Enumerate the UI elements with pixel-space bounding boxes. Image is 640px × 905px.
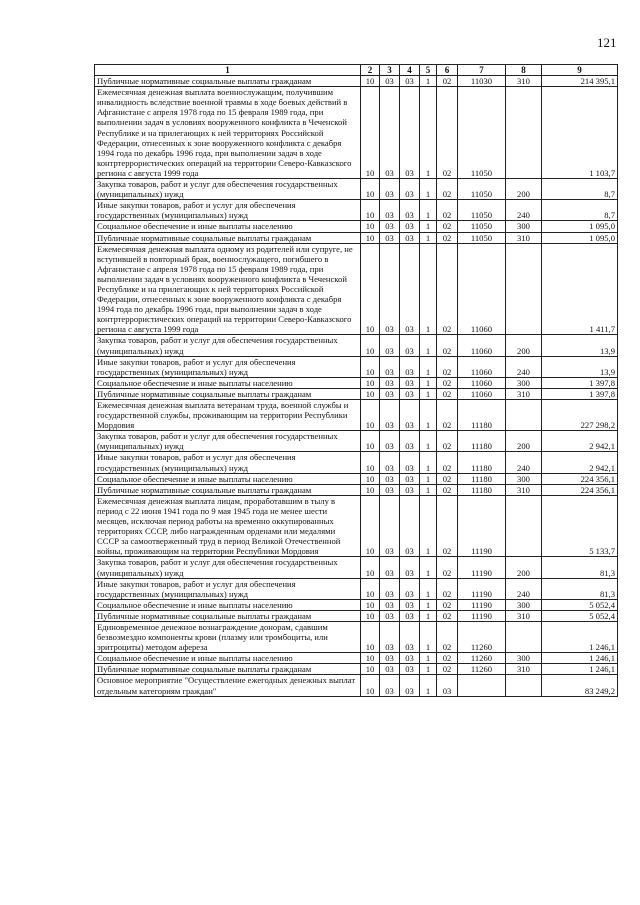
row-code-3: 03: [380, 621, 400, 652]
row-code-5: 1: [420, 76, 437, 87]
row-code-3: 03: [380, 610, 400, 621]
row-target-code: 11180: [458, 473, 506, 484]
row-code-5: 1: [420, 400, 437, 431]
table-row: [95, 653, 618, 664]
column-header-7: 7: [458, 65, 506, 76]
row-code-3: 03: [380, 179, 400, 200]
row-code-6: 02: [437, 653, 458, 664]
row-expense-type: [506, 675, 542, 696]
row-code-3: 03: [380, 377, 400, 388]
row-code-3: 03: [380, 243, 400, 335]
row-code-6: 02: [437, 356, 458, 377]
row-target-code: 11190: [458, 599, 506, 610]
row-description: Публичные нормативные социальные выплаты гражданам: [95, 232, 361, 243]
row-code-5: 1: [420, 221, 437, 232]
row-amount: 5 052,4: [542, 599, 618, 610]
row-description: Социальное обеспечение и иные выплаты населению: [95, 377, 361, 388]
row-amount: 1 103,7: [542, 87, 618, 179]
row-expense-type: 240: [506, 356, 542, 377]
row-code-4: 03: [400, 557, 420, 578]
row-code-3: 03: [380, 557, 400, 578]
row-description: Закупка товаров, работ и услуг для обеспечения государственных (муниципальных) нужд: [95, 557, 361, 578]
row-code-5: 1: [420, 578, 437, 599]
column-header-9: 9: [542, 65, 618, 76]
row-description: Иные закупки товаров, работ и услуг для обеспечения государственных (муниципальных) нужд: [95, 356, 361, 377]
row-amount: 1 095,0: [542, 232, 618, 243]
table-row: [95, 221, 618, 232]
row-amount: 8,7: [542, 179, 618, 200]
row-code-4: 03: [400, 232, 420, 243]
table-row: [95, 621, 618, 652]
table-row: [95, 495, 618, 557]
row-target-code: 11050: [458, 200, 506, 221]
table-row: [95, 76, 618, 87]
row-code-2: 10: [361, 484, 380, 495]
row-target-code: 11050: [458, 179, 506, 200]
row-code-5: 1: [420, 388, 437, 399]
row-code-4: 03: [400, 388, 420, 399]
row-code-3: 03: [380, 356, 400, 377]
row-target-code: 11260: [458, 621, 506, 652]
row-amount: 13,9: [542, 335, 618, 356]
table-row: [95, 87, 618, 179]
row-amount: 5 133,7: [542, 495, 618, 557]
row-code-4: 03: [400, 578, 420, 599]
row-amount: 227 298,2: [542, 400, 618, 431]
row-code-2: 10: [361, 621, 380, 652]
row-code-2: 10: [361, 335, 380, 356]
row-target-code: 11260: [458, 653, 506, 664]
row-code-4: 03: [400, 484, 420, 495]
row-code-5: 1: [420, 335, 437, 356]
table-row: [95, 610, 618, 621]
row-code-3: 03: [380, 653, 400, 664]
row-target-code: 11060: [458, 243, 506, 335]
row-expense-type: [506, 495, 542, 557]
row-description: Социальное обеспечение и иные выплаты населению: [95, 473, 361, 484]
row-description: Социальное обеспечение и иные выплаты населению: [95, 221, 361, 232]
row-code-2: 10: [361, 377, 380, 388]
row-target-code: 11190: [458, 557, 506, 578]
row-code-6: 02: [437, 400, 458, 431]
row-code-2: 10: [361, 221, 380, 232]
row-code-6: 02: [437, 557, 458, 578]
row-code-5: 1: [420, 557, 437, 578]
row-expense-type: [506, 621, 542, 652]
row-code-2: 10: [361, 473, 380, 484]
row-code-4: 03: [400, 221, 420, 232]
row-code-6: 02: [437, 484, 458, 495]
row-code-6: 02: [437, 335, 458, 356]
row-code-3: 03: [380, 87, 400, 179]
row-code-5: 1: [420, 243, 437, 335]
row-target-code: 11050: [458, 87, 506, 179]
row-code-6: 02: [437, 452, 458, 473]
table-row: [95, 557, 618, 578]
row-code-5: 1: [420, 653, 437, 664]
row-description: Публичные нормативные социальные выплаты гражданам: [95, 610, 361, 621]
row-code-5: 1: [420, 200, 437, 221]
row-amount: 8,7: [542, 200, 618, 221]
row-code-5: 1: [420, 452, 437, 473]
row-code-2: 10: [361, 243, 380, 335]
row-code-4: 03: [400, 452, 420, 473]
row-code-6: 02: [437, 621, 458, 652]
row-code-3: 03: [380, 473, 400, 484]
row-code-5: 1: [420, 599, 437, 610]
row-code-2: 10: [361, 179, 380, 200]
row-amount: 224 356,1: [542, 484, 618, 495]
row-amount: 1 397,8: [542, 388, 618, 399]
row-description: Ежемесячная денежная выплата лицам, проработавшим в тылу в период с 22 июня 1941 года по 9 мая 1945 года не менее шести месяцев, исключая период работы на временно оккупированных территориях СССР, либо награжденным орденами или медалями СССР за самоотверженный труд в период Великой Отечественной войны, проживающим на территории Республики Мордовия: [95, 495, 361, 557]
row-code-6: 02: [437, 388, 458, 399]
row-code-3: 03: [380, 495, 400, 557]
table-row: [95, 335, 618, 356]
row-code-3: 03: [380, 452, 400, 473]
row-code-6: 02: [437, 599, 458, 610]
row-code-3: 03: [380, 675, 400, 696]
row-code-5: 1: [420, 664, 437, 675]
row-expense-type: 240: [506, 200, 542, 221]
row-code-2: 10: [361, 653, 380, 664]
row-code-5: 1: [420, 87, 437, 179]
row-target-code: 11050: [458, 232, 506, 243]
row-code-5: 1: [420, 232, 437, 243]
row-code-5: 1: [420, 675, 437, 696]
row-code-2: 10: [361, 76, 380, 87]
row-expense-type: 300: [506, 377, 542, 388]
row-description: Иные закупки товаров, работ и услуг для обеспечения государственных (муниципальных) нужд: [95, 452, 361, 473]
row-code-6: 02: [437, 232, 458, 243]
row-code-5: 1: [420, 621, 437, 652]
row-code-2: 10: [361, 495, 380, 557]
row-description: Закупка товаров, работ и услуг для обеспечения государственных (муниципальных) нужд: [95, 335, 361, 356]
row-code-4: 03: [400, 243, 420, 335]
row-expense-type: 310: [506, 610, 542, 621]
row-code-6: 02: [437, 243, 458, 335]
table-row: [95, 484, 618, 495]
row-target-code: 11060: [458, 377, 506, 388]
row-description: Публичные нормативные социальные выплаты гражданам: [95, 484, 361, 495]
table-row: [95, 452, 618, 473]
table-row: [95, 356, 618, 377]
row-code-2: 10: [361, 232, 380, 243]
row-description: Единовременное денежное вознаграждение донорам, сдавшим безвозмездно компоненты крови (плазму или тромбоциты, или эритроциты) методом афереза: [95, 621, 361, 652]
row-description: Социальное обеспечение и иные выплаты населению: [95, 653, 361, 664]
row-code-6: 02: [437, 200, 458, 221]
row-target-code: 11060: [458, 388, 506, 399]
row-code-2: 10: [361, 388, 380, 399]
table-row: [95, 431, 618, 452]
row-expense-type: [506, 400, 542, 431]
row-code-6: 02: [437, 431, 458, 452]
row-amount: 1 246,1: [542, 664, 618, 675]
row-description: Основное мероприятие "Осуществление ежегодных денежных выплат отдельным категориям граждан": [95, 675, 361, 696]
row-description: Иные закупки товаров, работ и услуг для обеспечения государственных (муниципальных) нужд: [95, 200, 361, 221]
row-code-6: 02: [437, 610, 458, 621]
budget-table: [94, 64, 618, 697]
row-description: Ежемесячная денежная выплата ветеранам труда, военной службы и государственной службы, проживающим на территории Республики Мордовия: [95, 400, 361, 431]
row-code-3: 03: [380, 484, 400, 495]
row-code-6: 02: [437, 578, 458, 599]
row-code-6: 02: [437, 87, 458, 179]
row-code-5: 1: [420, 610, 437, 621]
row-target-code: 11180: [458, 400, 506, 431]
row-amount: 214 395,1: [542, 76, 618, 87]
column-header-1: 1: [95, 65, 361, 76]
row-expense-type: 300: [506, 221, 542, 232]
row-code-6: 02: [437, 221, 458, 232]
row-target-code: 11060: [458, 335, 506, 356]
row-target-code: 11050: [458, 221, 506, 232]
row-amount: 83 249,2: [542, 675, 618, 696]
row-expense-type: 240: [506, 578, 542, 599]
row-amount: 2 942,1: [542, 431, 618, 452]
row-code-6: 03: [437, 675, 458, 696]
row-code-3: 03: [380, 76, 400, 87]
row-code-2: 10: [361, 400, 380, 431]
row-code-2: 10: [361, 675, 380, 696]
row-expense-type: 310: [506, 664, 542, 675]
row-code-2: 10: [361, 431, 380, 452]
row-code-4: 03: [400, 87, 420, 179]
table-row: [95, 599, 618, 610]
row-target-code: 11190: [458, 610, 506, 621]
table-row: [95, 232, 618, 243]
row-description: Закупка товаров, работ и услуг для обеспечения государственных (муниципальных) нужд: [95, 431, 361, 452]
column-header-5: 5: [420, 65, 437, 76]
row-code-4: 03: [400, 335, 420, 356]
row-code-5: 1: [420, 356, 437, 377]
row-expense-type: [506, 243, 542, 335]
row-target-code: 11180: [458, 431, 506, 452]
row-code-2: 10: [361, 664, 380, 675]
row-expense-type: 300: [506, 599, 542, 610]
row-description: Социальное обеспечение и иные выплаты населению: [95, 599, 361, 610]
table-row: [95, 377, 618, 388]
row-description: Ежемесячная денежная выплата одному из родителей или супруге, не вступившей в повторный брак, военнослужащего, погибшего в Афганистане с апреля 1978 года по 15 февраля 1989 года, при выполнении задач в условиях вооруженного конфликта в Чеченской Республике и на прилегающих к ней территориях Российской Федерации, отнесенных к зоне вооруженного конфликта с декабря 1994 года по декабрь 1996 года, при выполнении задач в ходе контртеррористических операций на территории Северо-Кавказского региона с августа 1999 года: [95, 243, 361, 335]
row-amount: 13,9: [542, 356, 618, 377]
column-header-2: 2: [361, 65, 380, 76]
row-expense-type: 310: [506, 76, 542, 87]
row-amount: 81,3: [542, 557, 618, 578]
row-code-4: 03: [400, 400, 420, 431]
row-code-3: 03: [380, 578, 400, 599]
table-row: [95, 179, 618, 200]
row-amount: 1 246,1: [542, 621, 618, 652]
row-code-6: 02: [437, 473, 458, 484]
row-code-3: 03: [380, 664, 400, 675]
row-expense-type: 300: [506, 473, 542, 484]
row-description: Публичные нормативные социальные выплаты гражданам: [95, 664, 361, 675]
header-row: [95, 65, 618, 76]
row-code-2: 10: [361, 452, 380, 473]
table-row: [95, 200, 618, 221]
row-code-3: 03: [380, 200, 400, 221]
row-code-2: 10: [361, 599, 380, 610]
row-code-3: 03: [380, 599, 400, 610]
row-code-4: 03: [400, 675, 420, 696]
row-target-code: 11260: [458, 664, 506, 675]
row-code-4: 03: [400, 377, 420, 388]
column-header-4: 4: [400, 65, 420, 76]
row-code-3: 03: [380, 400, 400, 431]
row-code-5: 1: [420, 377, 437, 388]
table-row: [95, 400, 618, 431]
row-code-4: 03: [400, 179, 420, 200]
row-code-5: 1: [420, 495, 437, 557]
row-code-6: 02: [437, 377, 458, 388]
row-code-2: 10: [361, 356, 380, 377]
row-target-code: 11190: [458, 578, 506, 599]
row-expense-type: 200: [506, 179, 542, 200]
row-description: Иные закупки товаров, работ и услуг для обеспечения государственных (муниципальных) нужд: [95, 578, 361, 599]
row-amount: 1 411,7: [542, 243, 618, 335]
row-expense-type: 200: [506, 335, 542, 356]
row-code-6: 02: [437, 179, 458, 200]
row-expense-type: 240: [506, 452, 542, 473]
table-row: [95, 675, 618, 696]
row-code-2: 10: [361, 578, 380, 599]
row-code-2: 10: [361, 87, 380, 179]
row-code-5: 1: [420, 484, 437, 495]
row-code-5: 1: [420, 473, 437, 484]
row-expense-type: [506, 87, 542, 179]
row-code-4: 03: [400, 473, 420, 484]
row-expense-type: 310: [506, 388, 542, 399]
row-expense-type: 200: [506, 431, 542, 452]
row-code-2: 10: [361, 610, 380, 621]
row-code-3: 03: [380, 335, 400, 356]
table-row: [95, 243, 618, 335]
table-row: [95, 578, 618, 599]
table-row: [95, 473, 618, 484]
row-code-2: 10: [361, 200, 380, 221]
row-target-code: 11180: [458, 484, 506, 495]
row-amount: 224 356,1: [542, 473, 618, 484]
row-amount: 1 095,0: [542, 221, 618, 232]
row-code-4: 03: [400, 200, 420, 221]
table-row: [95, 388, 618, 399]
row-code-4: 03: [400, 664, 420, 675]
row-amount: 1 397,8: [542, 377, 618, 388]
row-description: Публичные нормативные социальные выплаты гражданам: [95, 76, 361, 87]
row-amount: 2 942,1: [542, 452, 618, 473]
row-expense-type: 200: [506, 557, 542, 578]
row-code-6: 02: [437, 664, 458, 675]
row-amount: 5 052,4: [542, 610, 618, 621]
row-code-4: 03: [400, 610, 420, 621]
row-target-code: 11180: [458, 452, 506, 473]
row-code-3: 03: [380, 388, 400, 399]
page-number: 121: [597, 35, 617, 50]
row-code-3: 03: [380, 221, 400, 232]
row-code-4: 03: [400, 599, 420, 610]
row-target-code: 11030: [458, 76, 506, 87]
row-target-code: [458, 675, 506, 696]
row-code-6: 02: [437, 76, 458, 87]
row-code-4: 03: [400, 653, 420, 664]
row-code-4: 03: [400, 76, 420, 87]
row-description: Закупка товаров, работ и услуг для обеспечения государственных (муниципальных) нужд: [95, 179, 361, 200]
row-amount: 81,3: [542, 578, 618, 599]
row-expense-type: 310: [506, 484, 542, 495]
column-header-6: 6: [437, 65, 458, 76]
row-code-4: 03: [400, 431, 420, 452]
row-code-4: 03: [400, 495, 420, 557]
row-target-code: 11060: [458, 356, 506, 377]
row-code-6: 02: [437, 495, 458, 557]
row-target-code: 11190: [458, 495, 506, 557]
row-code-5: 1: [420, 431, 437, 452]
row-description: Публичные нормативные социальные выплаты гражданам: [95, 388, 361, 399]
row-amount: 1 246,1: [542, 653, 618, 664]
row-code-4: 03: [400, 356, 420, 377]
column-header-8: 8: [506, 65, 542, 76]
row-code-4: 03: [400, 621, 420, 652]
row-description: Ежемесячная денежная выплата военнослужащим, получившим инвалидность вследствие военной травмы в ходе боевых действий в Афганистане с апреля 1978 года по 15 февраля 1989 года, при выполнении задач в условиях вооруженного конфликта в Чеченской Республике и на прилегающих к ней территориях Российской Федерации, отнесенных к зоне вооруженного конфликта с декабря 1994 года по декабрь 1996 года, при выполнении задач в ходе контртеррористических операций на территории Северо-Кавказского региона с августа 1999 года: [95, 87, 361, 179]
row-expense-type: 300: [506, 653, 542, 664]
row-expense-type: 310: [506, 232, 542, 243]
row-code-5: 1: [420, 179, 437, 200]
row-code-3: 03: [380, 431, 400, 452]
row-code-3: 03: [380, 232, 400, 243]
column-header-3: 3: [380, 65, 400, 76]
row-code-2: 10: [361, 557, 380, 578]
table-row: [95, 664, 618, 675]
